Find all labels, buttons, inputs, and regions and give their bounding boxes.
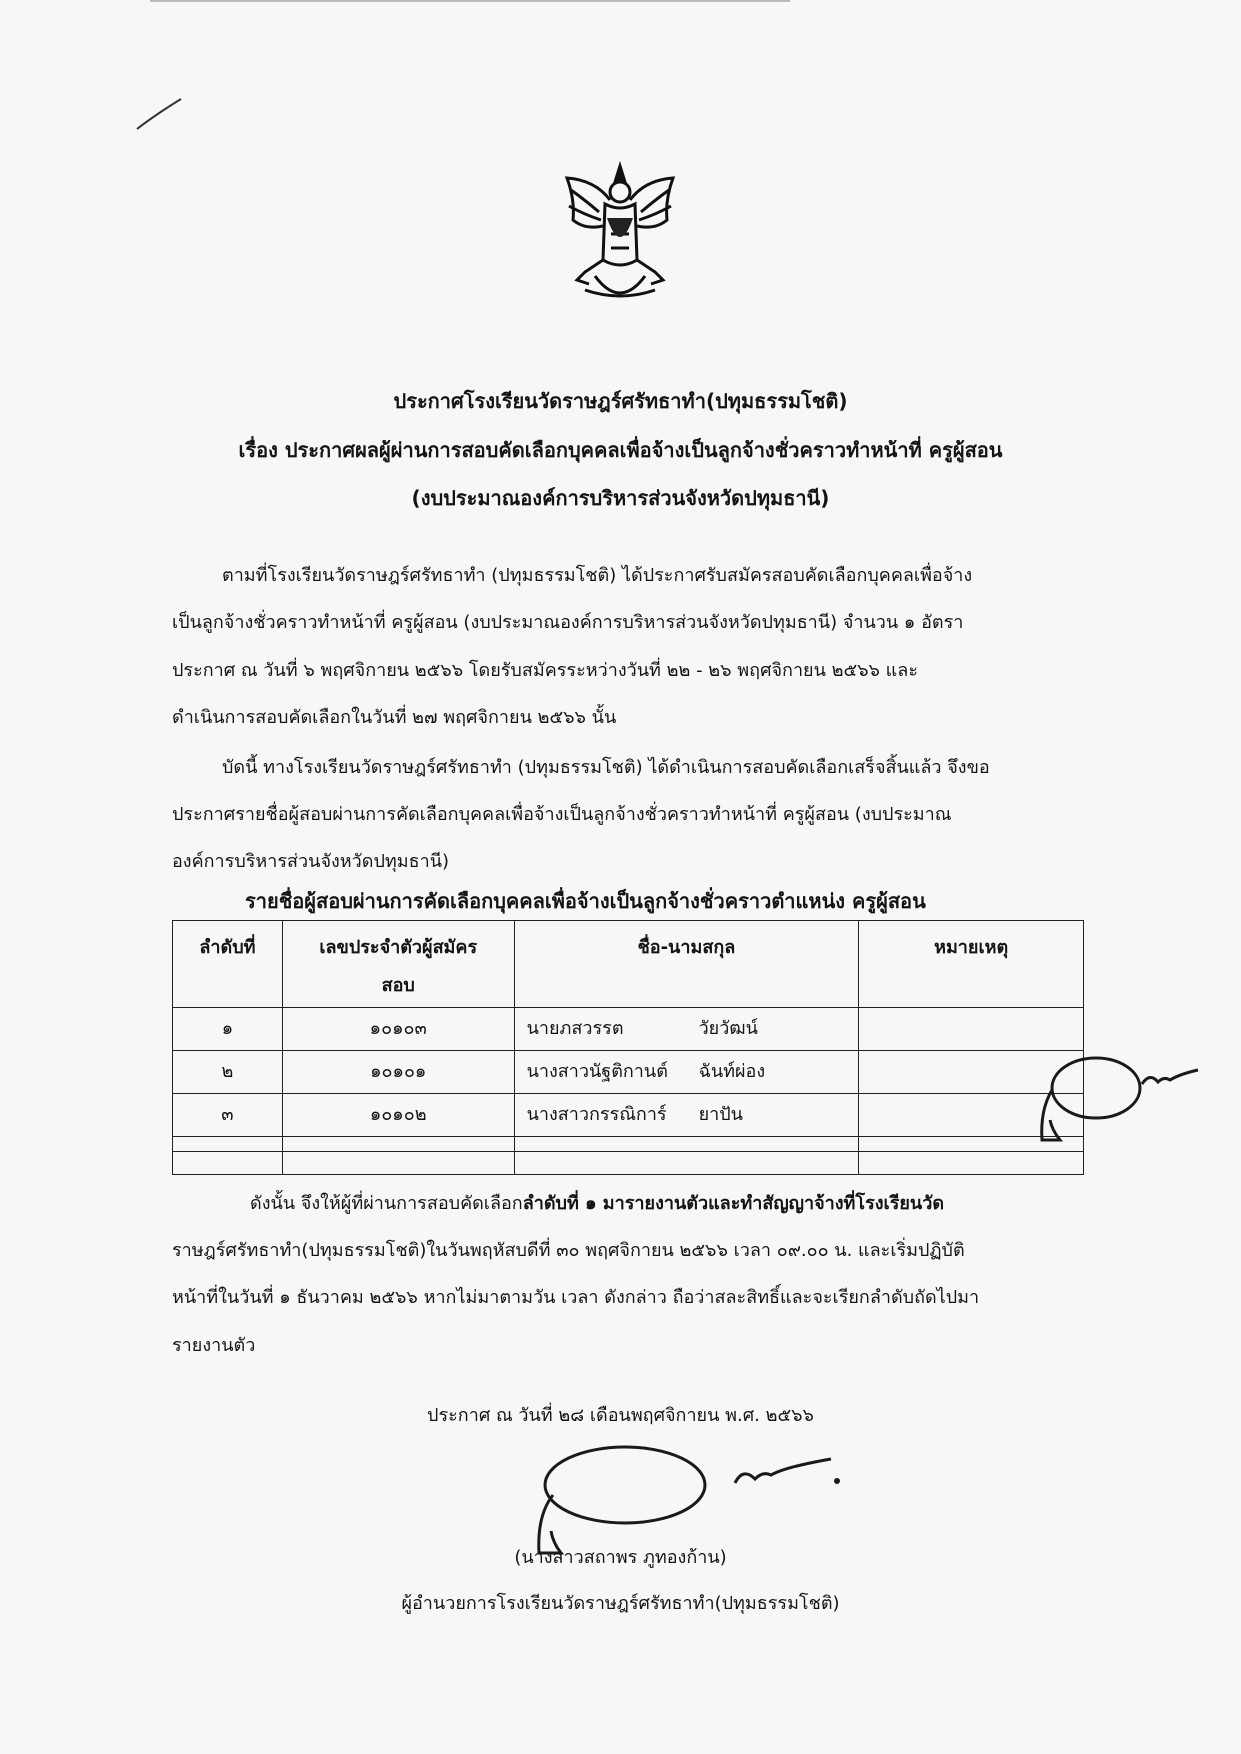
- paragraph-2-line-2: ประกาศรายชื่อผู้สอบผ่านการคัดเลือกบุคคลเพื่อจ้างเป็นลูกจ้างชั่วคราวทำหน้าที่ ครูผู้สอน (งบประมาณ: [172, 804, 952, 825]
- paragraph-1-line-1: ตามที่โรงเรียนวัดราษฎร์ศรัทธาทำ (ปทุมธรรมโชติ) ได้ประกาศรับสมัครสอบคัดเลือกบุคคลเพื่อจ้าง: [222, 565, 973, 586]
- row-last-name: ยาปัน: [698, 1104, 743, 1125]
- conclusion-line-1: [250, 1188, 944, 1217]
- row-order: ๓: [173, 1094, 283, 1137]
- table-row: [173, 1051, 1084, 1094]
- garuda-emblem-icon: [555, 160, 685, 310]
- paragraph-2-line-3: องค์การบริหารส่วนจังหวัดปทุมธานี): [172, 851, 450, 872]
- table-row-empty: [173, 1152, 1084, 1175]
- row-last-name: ฉันท์ผ่อง: [698, 1061, 766, 1082]
- row-name: [514, 1051, 859, 1094]
- row-remark: [859, 1008, 1084, 1051]
- conclusion-line-1-bold: ลำดับที่ ๑ มารายงานตัวและทำสัญญาจ้างที่โรงเรียนวัด: [522, 1193, 945, 1214]
- header-remark: หมายเหตุ: [859, 921, 1084, 1008]
- paragraph-1-line-4: ดำเนินการสอบคัดเลือกในวันที่ ๒๗ พฤศจิกายน ๒๕๖๖ นั้น: [172, 707, 617, 728]
- paragraph-1-line-2: เป็นลูกจ้างชั่วคราวทำหน้าที่ ครูผู้สอน (งบประมาณองค์การบริหารส่วนจังหวัดปทุมธานี) จำนวน ๑ อัตรา: [172, 612, 964, 633]
- row-order: ๒: [173, 1051, 283, 1094]
- row-first-name: นายภสวรรต: [526, 1018, 624, 1039]
- conclusion-line-4: รายงานตัว: [172, 1335, 256, 1356]
- pen-mark: [135, 95, 185, 135]
- paragraph-1-line-3: ประกาศ ณ วันที่ ๖ พฤศจิกายน ๒๕๖๖ โดยรับสมัครระหว่างวันที่ ๒๒ - ๒๖ พฤศจิกายน ๒๕๖๖ และ: [172, 660, 918, 681]
- director-name: (นางสาวสถาพร ภูทองก้าน): [514, 1547, 727, 1568]
- table-row: [173, 1008, 1084, 1051]
- header-name: ชื่อ-นามสกุล: [514, 921, 859, 1008]
- results-table: [172, 920, 1084, 1175]
- header-applicant-no-line-2: สอบ: [381, 975, 415, 996]
- row-name: [514, 1008, 859, 1051]
- header-order: ลำดับที่: [173, 921, 283, 1008]
- conclusion-line-3: หน้าที่ในวันที่ ๑ ธันวาคม ๒๕๖๖ หากไม่มาตามวัน เวลา ดังกล่าว ถือว่าสละสิทธิ์และจะเรียกลำดับถัดไปมา: [172, 1287, 980, 1308]
- scan-edge-line: [150, 0, 790, 2]
- row-applicant-no: ๑๐๑๐๓: [282, 1008, 514, 1051]
- table-row-empty: [173, 1137, 1084, 1152]
- director-position: ผู้อำนวยการโรงเรียนวัดราษฎร์ศรัทธาทำ(ปทุมธรรมโชติ): [401, 1593, 840, 1614]
- announcement-budget-note: (งบประมาณองค์การบริหารส่วนจังหวัดปทุมธานี): [411, 486, 830, 510]
- paragraph-2-line-1: บัดนี้ ทางโรงเรียนวัดราษฎร์ศรัทธาทำ (ปทุมธรรมโชติ) ได้ดำเนินการสอบคัดเลือกเสร็จสิ้นแล้ว จึงขอ: [222, 757, 990, 778]
- row-first-name: นางสาวนัฐติกานต์: [526, 1061, 668, 1082]
- announcement-date: ประกาศ ณ วันที่ ๒๘ เดือนพฤศจิกายน พ.ศ. ๒๕๖๖: [427, 1405, 814, 1426]
- conclusion-line-2: ราษฎร์ศรัทธาทำ(ปทุมธรรมโชติ)ในวันพฤหัสบดีที่ ๓๐ พฤศจิกายน ๒๕๖๖ เวลา ๐๙.๐๐ น. และเริ่มปฏิบัติ: [172, 1240, 965, 1261]
- announcement-subject: เรื่อง ประกาศผลผู้ผ่านการสอบคัดเลือกบุคคลเพื่อจ้างเป็นลูกจ้างชั่วคราวทำหน้าที่ ครูผู้สอน: [238, 438, 1003, 462]
- header-applicant-no: [282, 921, 514, 1008]
- row-order: ๑: [173, 1008, 283, 1051]
- row-last-name: วัยวัฒน์: [698, 1018, 758, 1039]
- initials-signature: [1030, 1050, 1210, 1150]
- row-applicant-no: ๑๐๑๐๒: [282, 1094, 514, 1137]
- row-applicant-no: ๑๐๑๐๑: [282, 1051, 514, 1094]
- conclusion-line-1-normal: ดังนั้น จึงให้ผู้ที่ผ่านการสอบคัดเลือก: [250, 1193, 523, 1214]
- header-applicant-no-line-1: เลขประจำตัวผู้สมัคร: [319, 937, 478, 958]
- row-first-name: นางสาวกรรณิการ์: [526, 1104, 667, 1125]
- table-header-row: [173, 921, 1084, 1008]
- results-list-title: รายชื่อผู้สอบผ่านการคัดเลือกบุคคลเพื่อจ้างเป็นลูกจ้างชั่วคราวตำแหน่ง ครูผู้สอน: [245, 889, 926, 913]
- announcement-title: ประกาศโรงเรียนวัดราษฎร์ศรัทธาทำ(ปทุมธรรมโชติ): [393, 389, 848, 413]
- table-row: [173, 1094, 1084, 1137]
- row-name: [514, 1094, 859, 1137]
